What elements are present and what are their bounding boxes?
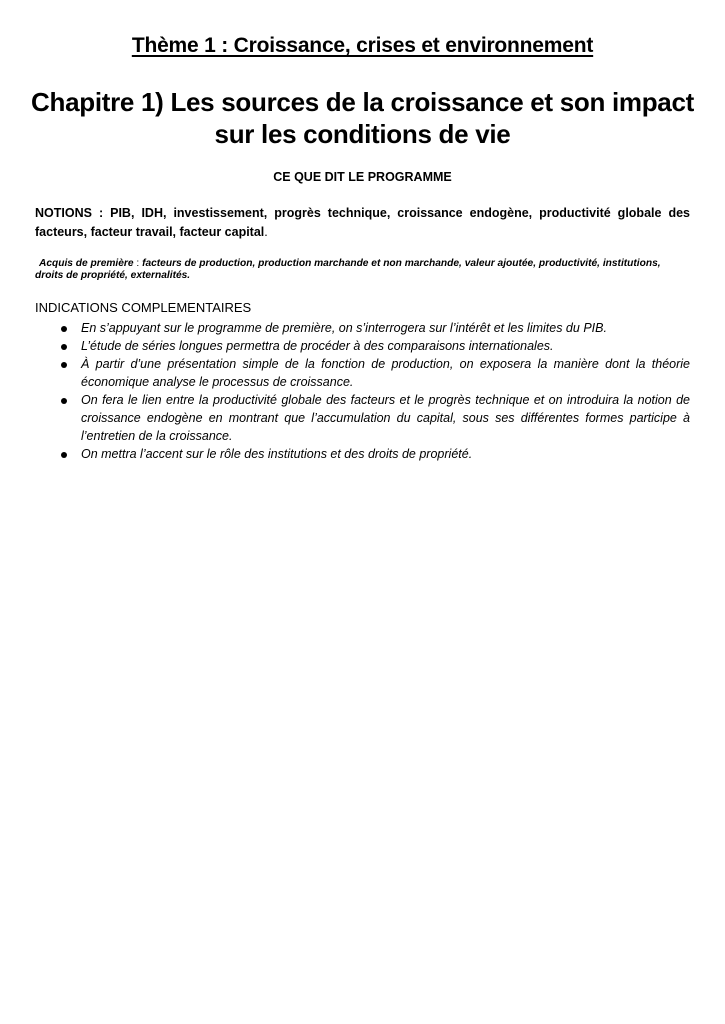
bullet-icon [61,452,67,458]
programme-heading: CE QUE DIT LE PROGRAMME [273,170,452,184]
notions-end-punctuation: . [264,225,268,239]
notions-text: NOTIONS : PIB, IDH, investissement, progrès technique, croissance endogène, productivité globale des facteurs, facteur travail, facteur capital [35,206,690,239]
chapter-title: Chapitre 1) Les sources de la croissance et son impact sur les conditions de vie [31,87,694,149]
bullet-icon [61,398,67,404]
list-item-text: À partir d’une présentation simple de la fonction de production, on exposera la manière dont la théorie économique analyse le processus de croissance. [81,357,690,389]
acquis-text: facteurs de production, production marchande et non marchande, valeur ajoutée, productivité, institutions, droits de propriété, externalités. [35,258,661,281]
notions-paragraph [35,204,690,242]
list-item-text: On mettra l’accent sur le rôle des institutions et des droits de propriété. [81,447,473,461]
list-item [35,337,690,355]
bullet-icon [61,362,67,368]
bullet-icon [61,344,67,350]
indications-list [35,319,690,463]
acquis-paragraph [35,258,690,282]
theme-title: Thème 1 : Croissance, crises et environnement [131,34,594,57]
acquis-label: Acquis de première [39,258,134,269]
list-item-text: On fera le lien entre la productivité globale des facteurs et le progrès technique et on introduira la notion de croissance endogène en montrant que l’accumulation du capital, sous ses différentes formes participe à l’entretien de la croissance. [81,393,690,443]
list-item [35,445,690,463]
list-item [35,319,690,337]
list-item-text: L’étude de séries longues permettra de procéder à des comparaisons internationales. [81,339,554,353]
list-item [35,391,690,445]
acquis-separator: : [133,258,143,269]
indications-heading: INDICATIONS COMPLEMENTAIRES [35,300,252,315]
bullet-icon [61,326,67,332]
list-item-text: En s’appuyant sur le programme de première, on s’interrogera sur l’intérêt et les limites du PIB. [81,321,607,335]
list-item [35,355,690,391]
